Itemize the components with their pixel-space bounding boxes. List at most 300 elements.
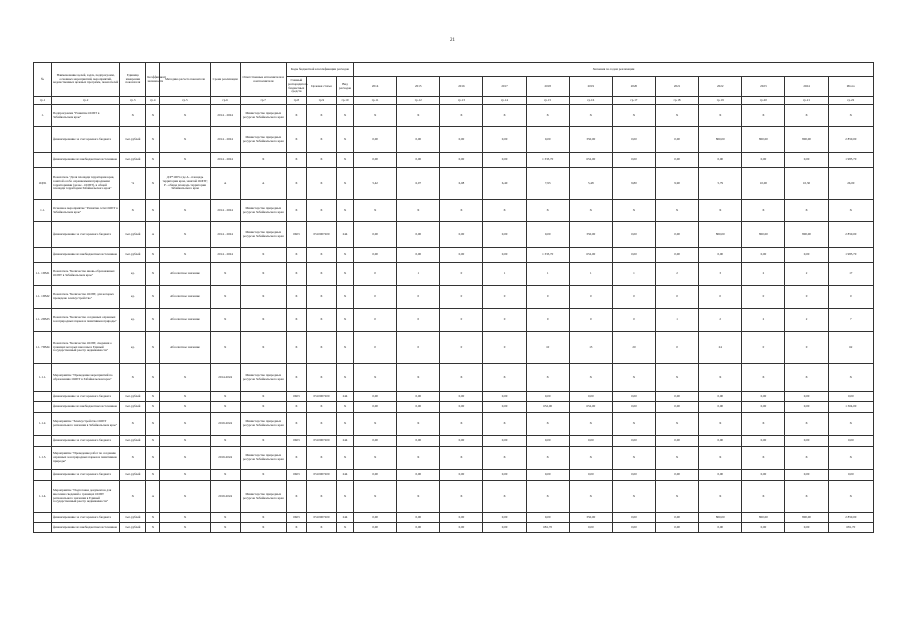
table-cell: X [160, 364, 210, 392]
table-cell: X [240, 523, 286, 533]
table-cell: X [146, 286, 160, 309]
row-number: 1. [34, 105, 52, 127]
table-cell: 0,00 [354, 436, 397, 447]
table-cell: 0,00 [785, 523, 828, 533]
table-cell: X [656, 200, 699, 222]
table-cell: 0 [785, 286, 828, 309]
table-cell: X [146, 105, 160, 127]
table-cell: 800,00 [785, 127, 828, 153]
table-cell: 0,00 [656, 248, 699, 263]
table-cell: 0 [656, 332, 699, 364]
column-number: гр.3 [120, 97, 146, 105]
table-cell: X [306, 523, 336, 533]
header-year: 2024 [785, 77, 828, 97]
table-cell: 0 [569, 309, 612, 332]
column-number: гр.17 [612, 97, 655, 105]
table-cell: X [240, 402, 286, 413]
table-cell: Х [240, 309, 286, 332]
table-cell: 0,00 [440, 392, 483, 402]
table-cell: 6,40 [483, 168, 526, 200]
column-number: гр.11 [354, 97, 397, 105]
table-cell: 0,00 [526, 392, 569, 402]
table-cell: X [120, 481, 146, 513]
table-cell: 0,00 [785, 248, 828, 263]
table-cell: X [146, 332, 160, 364]
row-number: 1.1.1. [34, 364, 52, 392]
table-cell: 10,30 [785, 168, 828, 200]
table-row [34, 523, 874, 533]
table-cell: X [146, 392, 160, 402]
table-cell: X [828, 447, 873, 470]
table-cell: 2 [656, 263, 699, 286]
table-cell: 0,00 [397, 436, 440, 447]
header-year: 2014 [354, 77, 397, 97]
table-row [34, 332, 874, 364]
table-cell: 800,00 [742, 513, 785, 523]
table-cell: X [397, 200, 440, 222]
table-cell: 0 [785, 332, 828, 364]
table-cell: Х [210, 309, 240, 332]
table-cell: Министерство природных ресурсов Забайкальского края [240, 364, 286, 392]
table-cell: 800,00 [699, 222, 742, 248]
table-cell: X [526, 364, 569, 392]
table-cell: X [146, 153, 160, 168]
table-cell: X [569, 105, 612, 127]
table-cell: 800,00 [785, 513, 828, 523]
table-cell: X [286, 153, 306, 168]
table-cell: 0,00 [699, 153, 742, 168]
row-name: Мероприятие "Проведение мероприятий по образованию ООПТ в Забайкальском крае" [52, 364, 120, 392]
table-cell: X [240, 153, 286, 168]
table-cell: X [440, 200, 483, 222]
table-cell: 0 [354, 309, 397, 332]
table-cell: 2014 - 2024 [210, 248, 240, 263]
table-cell: X [306, 447, 336, 470]
table-row [34, 447, 874, 470]
table-cell: 2014 - 2024 [210, 222, 240, 248]
table-cell: 2014 - 2024 [210, 105, 240, 127]
table-cell: X [160, 248, 210, 263]
table-cell: 1 304,00 [828, 402, 873, 413]
table-cell: X [440, 105, 483, 127]
table-cell: 1 [397, 263, 440, 286]
table-cell: 0,00 [656, 392, 699, 402]
table-row [34, 402, 874, 413]
table-cell: Абсолютное значение [160, 332, 210, 364]
table-cell: X [306, 413, 336, 436]
table-cell: 10,00 [742, 168, 785, 200]
table-cell: Х [210, 286, 240, 309]
table-cell: X [612, 413, 655, 436]
column-number: гр.21 [785, 97, 828, 105]
table-cell: X [569, 447, 612, 470]
table-cell: X [526, 481, 569, 513]
row-name: финансирование за счет краевого бюджета [52, 513, 120, 523]
table-cell: 0,00 [526, 436, 569, 447]
table-cell: X [210, 470, 240, 481]
table-row [34, 153, 874, 168]
table-cell: X [120, 364, 146, 392]
table-cell: X [146, 470, 160, 481]
column-number: гр.9 [306, 97, 336, 105]
table-cell: X [146, 402, 160, 413]
table-cell: X [210, 402, 240, 413]
table-cell: X [160, 200, 210, 222]
table-cell: 2 850,00 [828, 127, 873, 153]
table-cell: 0,00 [699, 523, 742, 533]
table-cell: Министерство природных ресурсов Забайкальского края [240, 222, 286, 248]
table-cell: 0,00 [656, 513, 699, 523]
table-cell: 2 850,00 [828, 513, 873, 523]
table-cell: X [306, 332, 336, 364]
table-cell: 0,00 [699, 470, 742, 481]
table-cell: X [397, 105, 440, 127]
program-table [33, 62, 874, 533]
table-cell: X [286, 332, 306, 364]
row-name: Основное мероприятие "Развитие сети ООПТ в Забайкальском крае" [52, 200, 120, 222]
table-cell: 0,00 [354, 222, 397, 248]
column-number: гр.5 [160, 97, 210, 105]
column-number-row [34, 97, 874, 105]
row-number: 1.1. 1ПМ1 [34, 263, 52, 286]
row-name: Мероприятие "Подготовка документов для внесения сведений о границах ООПТ регионального значения в Единый государственный реестр недвижимости" [52, 481, 120, 513]
table-cell: 0,00 [483, 127, 526, 153]
table-cell: X [146, 263, 160, 286]
table-cell: 0,00 [526, 470, 569, 481]
table-cell: X [742, 200, 785, 222]
table-cell: Абсолютное значение [160, 286, 210, 309]
table-cell: X [336, 263, 353, 286]
row-number [34, 523, 52, 533]
table-cell: X [785, 364, 828, 392]
table-cell: X [146, 436, 160, 447]
row-name: финансирование из внебюджетных источников [52, 402, 120, 413]
table-cell: 0,00 [483, 513, 526, 523]
table-cell: 0 [483, 309, 526, 332]
header-values-by-year: Значения по годам реализации [354, 63, 874, 77]
table-cell: 2 [742, 309, 785, 332]
table-cell: 2014-2024 [210, 364, 240, 392]
table-cell: 5,42 [354, 168, 397, 200]
table-cell: X [742, 413, 785, 436]
table-cell: X [306, 481, 336, 513]
table-cell: 0,00 [526, 513, 569, 523]
table-cell: X [306, 153, 336, 168]
table-row [34, 513, 874, 523]
table-cell: X [286, 200, 306, 222]
table-cell: X [286, 364, 306, 392]
table-cell: 0,00 [440, 153, 483, 168]
table-cell: 9,80 [612, 168, 655, 200]
table-cell: X [354, 413, 397, 436]
table-cell: 0,00 [612, 523, 655, 533]
table-cell: 0603 [286, 222, 306, 248]
table-cell: 0 [526, 286, 569, 309]
table-cell: 0,00 [742, 470, 785, 481]
table-cell: X [306, 248, 336, 263]
header-year: 2017 [483, 77, 526, 97]
table-cell: X [120, 200, 146, 222]
table-cell: 13 [569, 332, 612, 364]
table-cell: X [146, 248, 160, 263]
table-cell: X [828, 481, 873, 513]
table-cell: 0,00 [526, 127, 569, 153]
table-row [34, 436, 874, 447]
row-name: Мероприятие "Проведение работ по созданию охранных зон природных парков и памятников природы" [52, 447, 120, 470]
table-row [34, 248, 874, 263]
table-cell: 0,00 [742, 248, 785, 263]
table-cell: X [286, 263, 306, 286]
table-cell: Х [146, 168, 160, 200]
table-cell: X [699, 447, 742, 470]
header-year: 2020 [612, 77, 655, 97]
table-cell: 0510007200 [306, 513, 336, 523]
header-year: 2019 [569, 77, 612, 97]
table-cell: X [146, 413, 160, 436]
table-cell: ед. [120, 286, 146, 309]
table-cell: 2 [742, 263, 785, 286]
table-cell: 681,70 [828, 523, 873, 533]
table-cell: 0,00 [612, 402, 655, 413]
table-cell: X [569, 200, 612, 222]
table-cell: 0603 [286, 470, 306, 481]
table-cell: 0,00 [656, 523, 699, 533]
column-number: гр.7 [240, 97, 286, 105]
table-cell: 350,00 [569, 513, 612, 523]
table-cell: 0 [397, 309, 440, 332]
table-cell: X [828, 200, 873, 222]
table-cell: 0 [354, 332, 397, 364]
table-cell: X [397, 481, 440, 513]
table-cell: 1 [612, 263, 655, 286]
table-cell: X [286, 481, 306, 513]
table-cell: 0,00 [483, 523, 526, 533]
table-cell: X [397, 447, 440, 470]
header-year: 2021 [656, 77, 699, 97]
table-cell: X [742, 481, 785, 513]
table-cell: тыс.рублей [120, 248, 146, 263]
row-name: финансирование за счет краевого бюджета [52, 222, 120, 248]
row-name: финансирование за счет краевого бюджета [52, 436, 120, 447]
table-cell: 0,00 [354, 248, 397, 263]
header-total: Итого [828, 77, 873, 97]
table-cell: X [336, 127, 353, 153]
table-cell: 0,00 [656, 436, 699, 447]
table-cell: X [742, 364, 785, 392]
table-cell: 652,00 [569, 402, 612, 413]
table-body [34, 97, 874, 533]
table-cell: 0,00 [612, 127, 655, 153]
table-cell: 244 [336, 470, 353, 481]
table-cell: 2019-2024 [210, 447, 240, 470]
table-cell: X [336, 364, 353, 392]
column-number: гр.8 [286, 97, 306, 105]
row-number: 1.1. [34, 200, 52, 222]
table-cell: X [306, 364, 336, 392]
header-vr: Вид расходов [336, 77, 353, 97]
table-cell: 0,00 [656, 153, 699, 168]
header-codes: Коды бюджетной классификации расходов [286, 63, 353, 77]
header-year: 2016 [440, 77, 483, 97]
table-cell: 0,00 [569, 470, 612, 481]
header-num: № [34, 63, 52, 97]
table-cell: 0,00 [699, 402, 742, 413]
table-cell: X [354, 364, 397, 392]
table-cell: 0 [699, 286, 742, 309]
table-cell: X [146, 127, 160, 153]
table-cell: X [785, 447, 828, 470]
table-cell: X [210, 523, 240, 533]
table-cell: 2014 - 2024 [210, 200, 240, 222]
table-cell: тыс.рублей [120, 402, 146, 413]
row-number [34, 222, 52, 248]
table-cell: Х [240, 332, 286, 364]
table-cell: 0510007200 [306, 436, 336, 447]
table-cell: X [656, 413, 699, 436]
table-cell: тыс.рублей [120, 222, 146, 248]
table-cell: 0,00 [742, 153, 785, 168]
table-cell: 5,79 [699, 168, 742, 200]
table-cell: X [612, 364, 655, 392]
column-number: гр.15 [526, 97, 569, 105]
table-cell: 0,00 [397, 402, 440, 413]
table-cell: 24 [699, 332, 742, 364]
table-cell: X [336, 200, 353, 222]
table-row [34, 392, 874, 402]
table-cell: Министерство природных ресурсов Забайкальского края [240, 481, 286, 513]
header-year: 2015 [397, 77, 440, 97]
table-cell: 1 [526, 263, 569, 286]
table-cell: X [483, 481, 526, 513]
table-cell: X [160, 513, 210, 523]
column-number: гр.2 [52, 97, 120, 105]
table-cell: 1 [483, 263, 526, 286]
column-number: гр.20 [742, 97, 785, 105]
table-cell: 0,00 [397, 470, 440, 481]
table-cell: 2 [699, 309, 742, 332]
table-cell: 0,00 [397, 248, 440, 263]
table-cell: 0,00 [612, 470, 655, 481]
table-cell: 0,00 [440, 436, 483, 447]
table-cell: X [612, 481, 655, 513]
table-cell: 0,00 [397, 153, 440, 168]
table-cell: Д/Р*100% где А - площадь территории края, занятой ООПТ; Р - общая площадь территории Забайкальского края [160, 168, 210, 200]
table-cell: 0 [483, 332, 526, 364]
table-cell: X [160, 447, 210, 470]
table-cell: X [354, 447, 397, 470]
table-cell: 0 [354, 286, 397, 309]
row-number: 1.1. 7ПМ4 [34, 332, 52, 364]
row-name: Показатель "Количество ООПТ, сведения о границах которых внесены в Единый государственный реестр недвижимости" [52, 332, 120, 364]
table-cell: X [306, 309, 336, 332]
header-year: 2022 [699, 77, 742, 97]
table-cell: X [440, 413, 483, 436]
table-cell: Абсолютное значение [160, 309, 210, 332]
row-number [34, 153, 52, 168]
table-cell: X [210, 513, 240, 523]
table-cell: X [569, 413, 612, 436]
table-cell: X [336, 447, 353, 470]
table-cell: 350,00 [569, 127, 612, 153]
page-number: 21 [450, 38, 455, 43]
header-name: Наименование целей, задач, подпрограмм, основных мероприятий, мероприятий, ведомственных целевых программ, показателей [52, 63, 120, 97]
table-cell: X [336, 286, 353, 309]
header-csr: Целевая статья [306, 77, 336, 97]
table-cell: 0510007200 [306, 392, 336, 402]
table-cell: 800,00 [699, 127, 742, 153]
table-cell: 0,00 [785, 392, 828, 402]
table-cell: 244 [336, 436, 353, 447]
table-cell: X [160, 392, 210, 402]
table-cell: X [569, 364, 612, 392]
table-cell: X [286, 286, 306, 309]
table-cell: 0,00 [440, 523, 483, 533]
table-cell: 0,00 [354, 513, 397, 523]
row-number [34, 470, 52, 481]
row-name: финансирование за счет краевого бюджета [52, 470, 120, 481]
table-cell: X [210, 392, 240, 402]
table-cell: 244 [336, 222, 353, 248]
table-cell: X [526, 413, 569, 436]
table-cell: 2019-2024 [210, 481, 240, 513]
table-cell: 0,00 [483, 470, 526, 481]
table-cell: 2 [785, 263, 828, 286]
column-number: гр.16 [569, 97, 612, 105]
table-cell: 0,00 [397, 392, 440, 402]
table-cell: 0,00 [569, 523, 612, 533]
table-cell: X [306, 286, 336, 309]
row-name: финансирование за счет краевого бюджета [52, 392, 120, 402]
table-cell: 0,00 [483, 392, 526, 402]
table-cell: Министерство природных ресурсов Забайкальского края [240, 413, 286, 436]
table-cell: 652,00 [569, 153, 612, 168]
table-cell: 0 [440, 332, 483, 364]
table-cell: 0,00 [785, 153, 828, 168]
table-cell: X [785, 105, 828, 127]
table-cell: X [699, 481, 742, 513]
row-name: Показатель "Доля площади территории края, занятой особо охраняемыми природными территориями (далее - ООПТ), в общей площади территории Забайкальского края" [52, 168, 120, 200]
table-cell: 10 [526, 332, 569, 364]
table-cell: X [526, 200, 569, 222]
table-cell: X [336, 402, 353, 413]
table-cell: А [146, 222, 160, 248]
table-cell: X [146, 200, 160, 222]
table-cell: 0,00 [656, 470, 699, 481]
header-grbs: Главный распорядитель бюджетных средств [286, 77, 306, 97]
header-term: Сроки реализации [210, 63, 240, 97]
table-cell: X [160, 523, 210, 533]
table-row [34, 105, 874, 127]
table-cell: X [146, 364, 160, 392]
table-cell: X [440, 447, 483, 470]
table-row [34, 481, 874, 513]
table-cell: 1 [656, 309, 699, 332]
table-cell: 0,00 [785, 402, 828, 413]
table-cell: X [120, 105, 146, 127]
row-name: финансирование из внебюджетных источников [52, 153, 120, 168]
table-cell: тыс.рублей [120, 436, 146, 447]
table-cell: ед. [120, 309, 146, 332]
table-cell: тыс.рублей [120, 127, 146, 153]
header-unit: Единица измерения показателя [120, 63, 146, 97]
table-cell: X [612, 447, 655, 470]
table-cell: 652,00 [569, 248, 612, 263]
table-cell: X [286, 168, 306, 200]
table-cell: X [656, 105, 699, 127]
table-cell: 0,00 [397, 222, 440, 248]
row-name: финансирование из внебюджетных источников [52, 523, 120, 533]
table-cell: X [160, 153, 210, 168]
